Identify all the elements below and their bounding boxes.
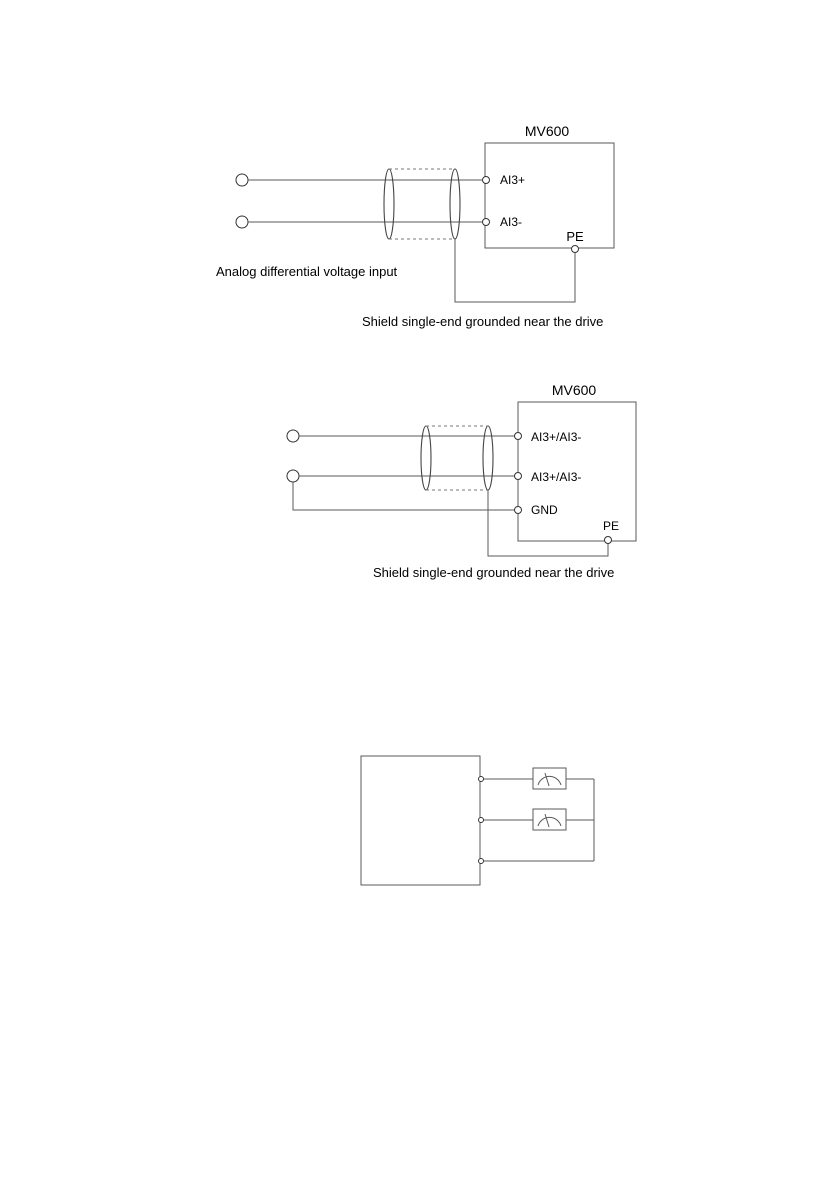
terminal-label-2: AI3+/AI3- (531, 470, 582, 484)
diagram-analog-output-meters (361, 756, 594, 885)
drive-terminal-ai3-plus (483, 177, 490, 184)
meter-icon (533, 809, 566, 830)
drive-terminal-ai3-minus (483, 219, 490, 226)
pe-label: PE (602, 519, 620, 533)
pe-label: PE (566, 229, 584, 244)
input-terminal-1 (236, 174, 248, 186)
diagram-differential-input (216, 123, 614, 329)
caption: Shield single-end grounded near the drive (362, 314, 604, 329)
pe-terminal (572, 246, 579, 253)
meter-icon (533, 768, 566, 789)
drive-title: MV600 (524, 123, 570, 139)
input-label: Analog differential voltage input (216, 264, 398, 279)
drive-terminal-gnd (515, 507, 522, 514)
shield-ground-wire (488, 490, 608, 556)
drive-title: MV600 (551, 382, 597, 398)
terminal-label-ai3-plus: AI3+ (500, 173, 526, 187)
drive-terminal-3 (479, 859, 484, 864)
drive-terminal-1 (479, 777, 484, 782)
caption: Shield single-end grounded near the drive (373, 565, 615, 580)
terminal-label-gnd: GND (531, 503, 558, 517)
drive-box (361, 756, 480, 885)
pe-terminal (605, 537, 612, 544)
input-terminal-2 (287, 470, 299, 482)
terminal-label-ai3-minus: AI3- (500, 215, 523, 229)
gnd-wire (293, 482, 515, 510)
diagram-single-ended-input (287, 382, 636, 580)
drive-terminal-2 (515, 473, 522, 480)
input-terminal-2 (236, 216, 248, 228)
input-terminal-1 (287, 430, 299, 442)
drive-box (485, 143, 614, 248)
drive-terminal-2 (479, 818, 484, 823)
terminal-label-1: AI3+/AI3- (531, 430, 582, 444)
drive-terminal-1 (515, 433, 522, 440)
